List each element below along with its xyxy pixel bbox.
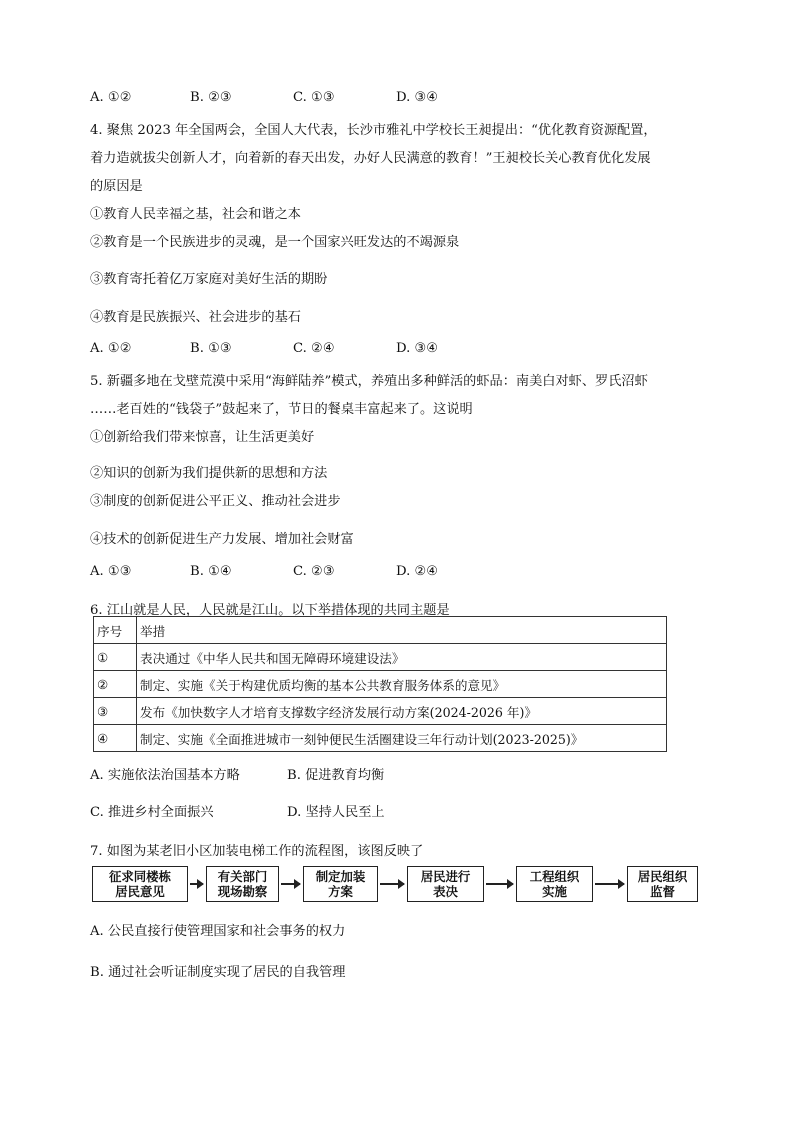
q4-option-c: C. ②④ (293, 341, 335, 356)
q5-stem-line-1: 5. 新疆多地在戈壁荒漠中采用“海鲜陆养”模式，养殖出多种鲜活的虾品：南美白对虾、罗氏沼虾 (90, 374, 648, 389)
q5-option-c: C. ②③ (293, 564, 335, 579)
q4-stem-line-2: 着力造就拔尖创新人才，向着新的春天出发，办好人民满意的教育！”王昶校长关心教育优化发展 (90, 151, 651, 166)
q5-item-1: ①创新给我们带来惊喜，让生活更美好 (90, 430, 315, 445)
flow-step (627, 866, 698, 902)
table-header-cell: 序号 (94, 617, 137, 644)
flow-step-line: 方案 (328, 884, 353, 899)
q6-option-b: B. 促进教育均衡 (287, 768, 385, 783)
flow-step-line: 表决 (433, 884, 458, 899)
flow-step-line: 现场勘察 (217, 884, 268, 899)
table-row (94, 644, 667, 671)
q6-stem: 6. 江山就是人民，人民就是江山。以下举措体现的共同主题是 (90, 603, 450, 618)
table-row (94, 671, 667, 698)
flow-arrow (190, 883, 203, 885)
flow-step-line: 监督 (650, 884, 675, 899)
table-cell-measure: 制定、实施《全面推进城市一刻钟便民生活圈建设三年行动计划(2023-2025)》 (137, 725, 667, 752)
flow-step (303, 866, 378, 902)
table-cell-measure: 表决通过《中华人民共和国无障碍环境建设法》 (137, 644, 667, 671)
q5-option-a: A. ①③ (90, 564, 132, 579)
table-cell-index: ② (94, 671, 137, 698)
flow-step-line: 有关部门 (217, 869, 268, 884)
q5-option-d: D. ②④ (396, 564, 439, 579)
table-row (94, 698, 667, 725)
q5-stem-line-2: ……老百姓的“钱袋子”鼓起来了，节日的餐桌丰富起来了。这说明 (90, 402, 473, 417)
q3-option-d: D. ③④ (396, 90, 439, 105)
flow-step-line: 居民意见 (115, 884, 165, 899)
q6-option-c: C. 推进乡村全面振兴 (90, 805, 214, 820)
flow-step (516, 866, 593, 902)
q5-option-b: B. ①④ (190, 564, 232, 579)
q4-option-b: B. ①③ (190, 341, 232, 356)
q3-option-a: A. ①② (90, 90, 132, 105)
flow-step-line: 制定加装 (315, 869, 366, 884)
table-cell-index: ① (94, 644, 137, 671)
flow-arrow (281, 883, 300, 885)
q4-item-4: ④教育是民族振兴、社会进步的基石 (90, 310, 301, 325)
q6-option-d: D. 坚持人民至上 (287, 805, 385, 820)
elevator-flowchart (92, 866, 702, 906)
flow-step (206, 866, 279, 902)
flow-arrow (380, 883, 404, 885)
q4-stem-line-3: 的原因是 (90, 179, 143, 194)
flow-arrow (595, 883, 624, 885)
q4-stem-line-1: 4. 聚焦 2023 年全国两会，全国人大代表，长沙市雅礼中学校长王昶提出：“优化教育资源配置， (90, 123, 657, 138)
q5-item-2: ②知识的创新为我们提供新的思想和方法 (90, 466, 328, 481)
table-row (94, 725, 667, 752)
flow-step (92, 866, 188, 902)
q4-item-2: ②教育是一个民族进步的灵魂，是一个国家兴旺发达的不竭源泉 (90, 235, 460, 250)
q3-option-c: C. ①③ (293, 90, 335, 105)
q7-option-b: B. 通过社会听证制度实现了居民的自我管理 (90, 965, 346, 980)
q3-option-b: B. ②③ (190, 90, 232, 105)
q6-measures-table (93, 616, 667, 752)
table-cell-index: ③ (94, 698, 137, 725)
flow-step-line: 征求同楼栋 (109, 869, 171, 884)
q6-option-a: A. 实施依法治国基本方略 (90, 768, 240, 783)
table-header-cell: 举措 (137, 617, 667, 644)
flow-arrow (486, 883, 513, 885)
q4-item-3: ③教育寄托着亿万家庭对美好生活的期盼 (90, 272, 328, 287)
flow-step-line: 实施 (542, 884, 567, 899)
q4-option-a: A. ①② (90, 341, 132, 356)
q5-item-4: ④技术的创新促进生产力发展、增加社会财富 (90, 532, 354, 547)
q4-item-1: ①教育人民幸福之基，社会和谐之本 (90, 207, 301, 222)
q7-stem: 7. 如图为某老旧小区加装电梯工作的流程图，该图反映了 (90, 844, 424, 859)
q7-option-a: A. 公民直接行使管理国家和社会事务的权力 (90, 924, 346, 939)
flow-step-line: 居民进行 (420, 869, 471, 884)
table-cell-measure: 发布《加快数字人才培育支撑数字经济发展行动方案(2024-2026 年)》 (137, 698, 667, 725)
table-cell-index: ④ (94, 725, 137, 752)
table-cell-measure: 制定、实施《关于构建优质均衡的基本公共教育服务体系的意见》 (137, 671, 667, 698)
flow-step-line: 工程组织 (529, 869, 580, 884)
flow-step (407, 866, 484, 902)
table-header-row (94, 617, 667, 644)
q5-item-3: ③制度的创新促进公平正义、推动社会进步 (90, 494, 341, 509)
q4-option-d: D. ③④ (396, 341, 439, 356)
flow-step-line: 居民组织 (637, 869, 688, 884)
